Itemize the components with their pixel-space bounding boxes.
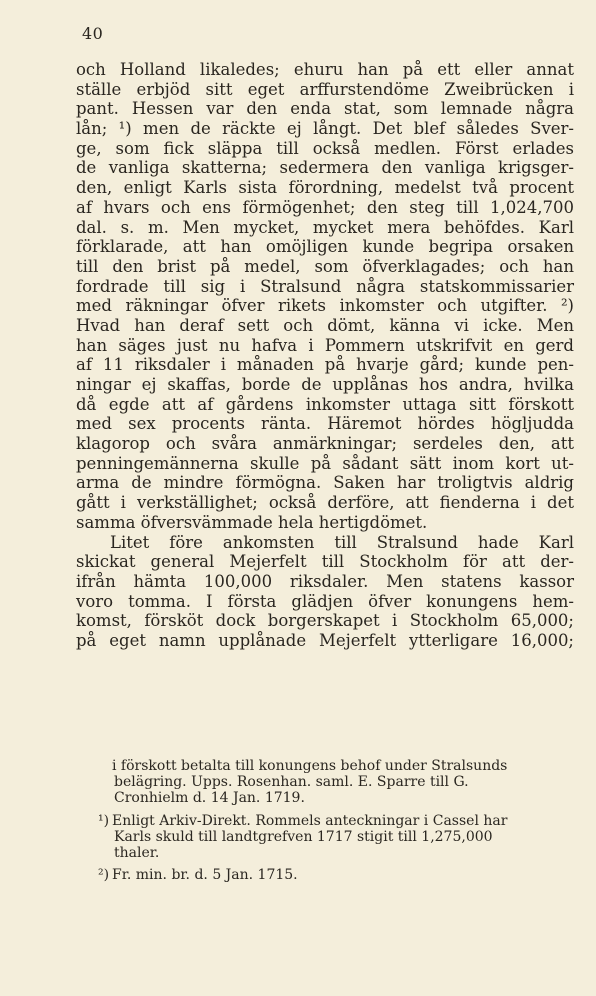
text-line: fordrade till sig i Stralsund några statskommissarier [76, 276, 574, 296]
text-line: af hvars och ens förmögenhet; den steg till 1,024,700 [76, 197, 574, 217]
text-line: gått i verkställighet; också derföre, att fienderna i det [76, 493, 574, 513]
text-line: och Holland likaledes; ehuru han på ett eller annat [76, 60, 574, 79]
text-line: de vanliga skatterna; sedermera den vanliga krigsger- [76, 158, 574, 178]
footnotes [78, 758, 572, 889]
text-line: ningar ej skaffas, borde de upplånas hos andra, hvilka [76, 375, 574, 394]
footnote-continued [78, 758, 572, 807]
text-line: Hvad han deraf sett och dömt, känna vi icke. Men [76, 315, 574, 335]
text-line-paragraph-start: Litet före ankomsten till Stralsund hade Karl [110, 532, 574, 552]
text-line: då egde att af gårdens inkomster uttaga sitt förskott [76, 394, 574, 414]
text-line: med sex procents ränta. Häremot hördes högljudda [76, 414, 574, 434]
footnote-line: i förskott betalta till konungens behof under Stralsunds [112, 758, 508, 774]
text-line: arma de mindre förmögna. Saken har troligtvis aldrig [76, 473, 574, 493]
footnote-marker: ²) [98, 867, 110, 884]
text-line: voro tomma. I första glädjen öfver konungens hem- [76, 591, 574, 611]
text-line: han säges just nu hafva i Pommern utskrifvit en gerd [76, 335, 574, 355]
footnote-2 [78, 867, 572, 883]
text-line: samma öfversvämmade hela hertigdömet. [76, 512, 428, 532]
text-line: med räkningar öfver rikets inkomster och utgifter. ²) [76, 296, 574, 316]
text-line: den, enligt Karls sista förordning, medelst två procent [76, 178, 574, 198]
text-line: pant. Hessen var den enda stat, som lemnade några [76, 99, 574, 119]
text-line: till den brist på medel, som öfverklagades; och han [76, 256, 574, 276]
text-line: förklarade, att han omöjligen kunde begripa orsaken [76, 237, 574, 257]
text-line: på eget namn upplånade Mejerfelt ytterligare 16,000; [76, 630, 574, 650]
footnote-line: Cronhielm d. 14 Jan. 1719. [114, 790, 305, 807]
body-text [76, 60, 574, 651]
footnote-text: Enligt Arkiv-Direkt. Rommels anteckningar i Cassel har [112, 812, 508, 829]
text-line: af 11 riksdaler i månaden på hvarje gård; kunde pen- [76, 355, 574, 375]
text-line: skickat general Mejerfelt till Stockholm för att der- [76, 552, 574, 572]
text-line: klagorop och svåra anmärkningar; serdeles den, att [76, 434, 574, 454]
footnote-line: thaler. [114, 845, 160, 862]
text-line: ge, som fick släppa till också medlen. Först erlades [76, 138, 574, 158]
text-line: lån; ¹) men de räckte ej långt. Det blef således Sver- [76, 119, 574, 139]
footnote-1 [78, 813, 572, 862]
text-line: penningemännerna skulle på sådant sätt inom kort ut- [76, 453, 574, 473]
page-number: 40 [82, 24, 104, 43]
footnote-line: Karls skuld till landtgrefven 1717 stigit till 1,275,000 [114, 828, 493, 845]
footnote-text: Fr. min. br. d. 5 Jan. 1715. [112, 867, 298, 884]
text-line: ifrån hämta 100,000 riksdaler. Men statens kassor [76, 571, 574, 591]
text-line: ställe erbjöd sitt eget arffurstendöme Zweibrücken i [76, 79, 574, 99]
text-line: dal. s. m. Men mycket, mycket mera behöfdes. Karl [76, 217, 574, 237]
footnote-marker: ¹) [98, 812, 110, 829]
footnote-line [78, 867, 572, 883]
footnote-line [78, 813, 572, 829]
text-line: komst, försköt dock borgerskapet i Stockholm 65,000; [76, 611, 574, 631]
footnote-line: belägring. Upps. Rosenhan. saml. E. Sparre till G. [114, 774, 469, 791]
